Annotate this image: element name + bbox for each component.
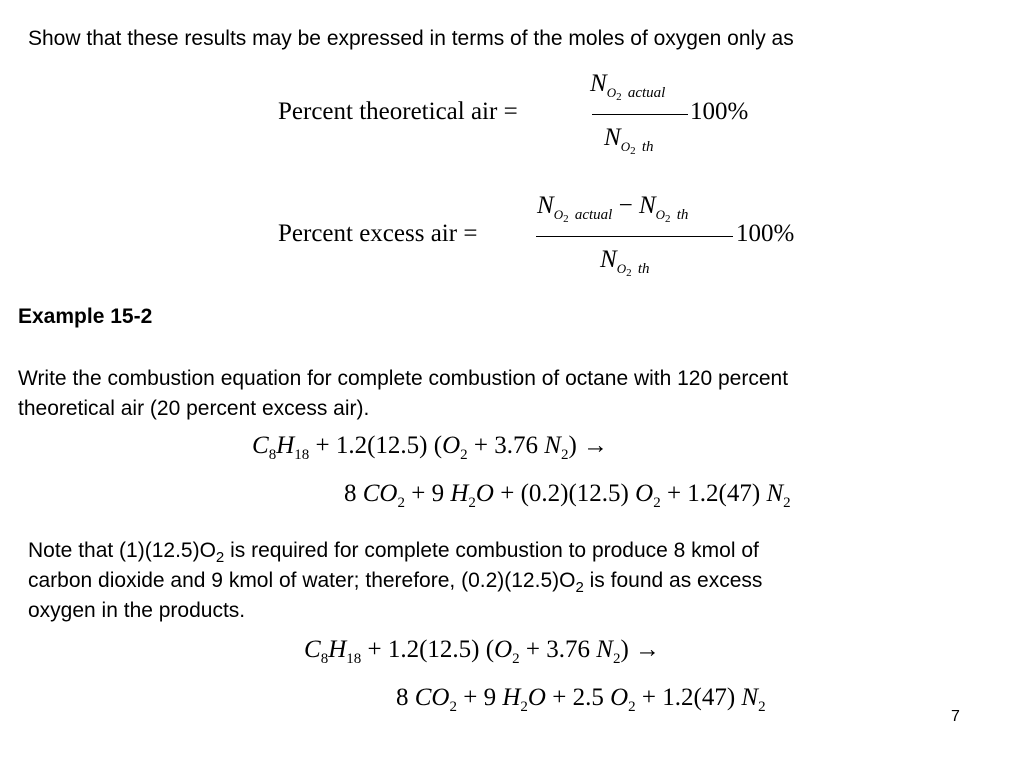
- reaction2-reactants: $C_8H_{18} + 1.2(12.5) (O_2 + 3.76$ $N_2$) →: [304, 636, 661, 667]
- reaction1-products: 8 $CO_2 + 9$ $H_2O + (0.2)(12.5) O_2 + 1.2(47)$ $N_2$: [344, 480, 791, 511]
- eq1-numerator: $N_{O2}$ $_{actual}$: [590, 70, 666, 103]
- eq2-denominator: $N_{O2}$ $_{th}$: [600, 246, 650, 279]
- page-number: 7: [951, 708, 960, 725]
- eq1-fraction-bar: [592, 114, 688, 115]
- problem-line-1: Write the combustion equation for complete combustion of octane with 120 percent: [18, 367, 789, 390]
- reaction1-reactants: $C_8H_{18} + 1.2(12.5) (O_2 + 3.76$ $N_2$) →: [252, 432, 609, 463]
- example-heading: Example 15-2: [18, 305, 153, 328]
- eq2-lhs: Percent excess air =: [278, 220, 478, 247]
- eq1-lhs: Percent theoretical air =: [278, 98, 518, 125]
- note-line-1: Note that $(1)(12.5)O_2$ is required for complete combustion to produce 8 kmol of: [28, 539, 759, 566]
- eq2-rhs: 100%: [736, 220, 795, 247]
- eq2-fraction-bar: [536, 236, 733, 237]
- eq1-denominator: $N_{O2}$ $_{th}$: [604, 124, 654, 157]
- reaction2-products: 8 $CO_2 + 9$ $H_2O + 2.5$ $O_2 + 1.2(47)$ $N_2$: [396, 684, 766, 715]
- note-line-3: oxygen in the products.: [28, 599, 246, 622]
- intro-text: Show that these results may be expressed in terms of the moles of oxygen only as: [28, 27, 794, 50]
- eq2-numerator: $N_{O2}$ $_{actual} - N_{O2}$ $_{th}$: [537, 192, 689, 225]
- problem-line-2: theoretical air (20 percent excess air).: [18, 397, 370, 420]
- eq1-rhs: 100%: [690, 98, 749, 125]
- note-line-2: carbon dioxide and 9 kmol of water; therefore, $(0.2)(12.5)O_2$ is found as excess: [28, 569, 763, 596]
